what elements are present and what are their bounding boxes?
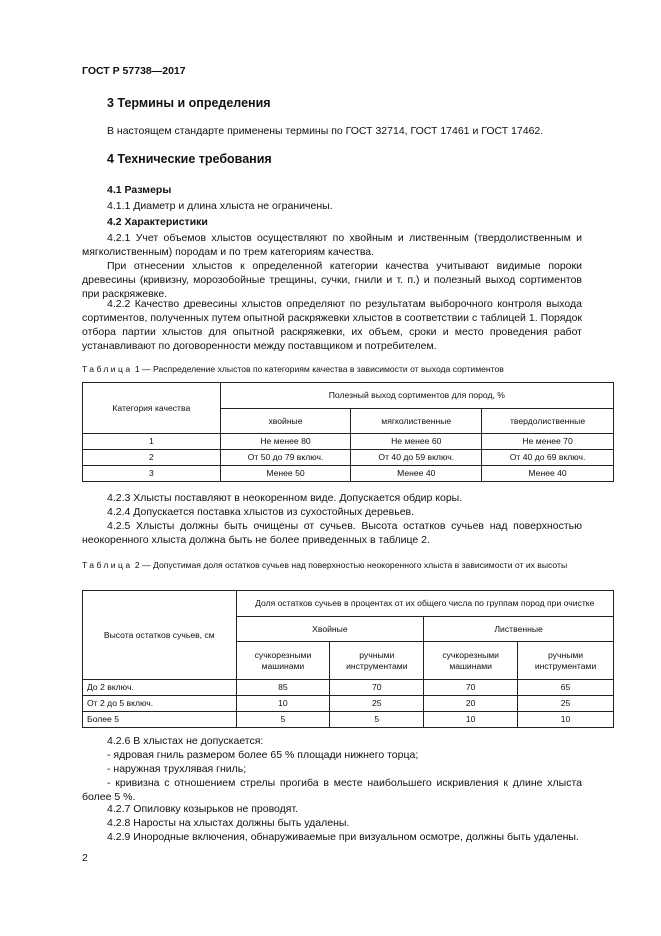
table1-caption-text: 1 — Распределение хлыстов по категориям качества в зависимости от выхода сортиментов xyxy=(134,364,504,374)
table2-sub-manual: ручными инструментами xyxy=(330,642,424,680)
table-cell: Менее 40 xyxy=(351,466,482,482)
table1-header-category: Категория качества xyxy=(83,383,221,434)
table2-caption xyxy=(82,559,612,571)
para-429: 4.2.9 Инородные включения, обнаруживаемые при визуальном осмотре, должны быть удалены. xyxy=(107,831,579,843)
table2-sub-manual: ручными инструментами xyxy=(518,642,614,680)
table-cell: От 40 до 69 включ. xyxy=(482,450,614,466)
table1-label: Таблица xyxy=(82,364,133,374)
table1-col-hardleaf: твердолиственные xyxy=(482,409,614,434)
table-cell: От 50 до 79 включ. xyxy=(220,450,351,466)
table-cell: Не менее 70 xyxy=(482,434,614,450)
table-cell: 20 xyxy=(424,696,518,712)
document-code: ГОСТ Р 57738—2017 xyxy=(82,65,186,77)
table-cell: 5 xyxy=(330,712,424,728)
table2-group-conifer: Хвойные xyxy=(236,617,424,642)
table1-col-softleaf: мягколиственные xyxy=(351,409,482,434)
table1-caption xyxy=(82,363,612,375)
table-cell: Менее 40 xyxy=(482,466,614,482)
table-cell: Не менее 60 xyxy=(351,434,482,450)
table-cell: 70 xyxy=(424,680,518,696)
section-3-text: В настоящем стандарте применены термины по ГОСТ 32714, ГОСТ 17461 и ГОСТ 17462. xyxy=(107,125,544,137)
para-428: 4.2.8 Наросты на хлыстах должны быть удалены. xyxy=(107,817,350,829)
table-cell: 5 xyxy=(236,712,330,728)
table-cell: Менее 50 xyxy=(220,466,351,482)
table-cell: 2 xyxy=(83,450,221,466)
table-cell: 85 xyxy=(236,680,330,696)
section-3-title: 3 Термины и определения xyxy=(107,96,271,110)
table-cell: Не менее 80 xyxy=(220,434,351,450)
table2-group-leaf: Лиственные xyxy=(424,617,614,642)
table-row xyxy=(83,434,614,450)
table-cell: 25 xyxy=(330,696,424,712)
table-cell: 25 xyxy=(518,696,614,712)
para-421b: При отнесении хлыстов к определенной категории качества учитывают видимые пороки древесины (кривизну, морозобойные трещины, сучки, гнили и т. п.) и полезный выход сортиментов при раскряжевке. xyxy=(82,260,582,300)
table1-col-conifer: хвойные xyxy=(220,409,351,434)
table-cell: До 2 включ. xyxy=(83,680,237,696)
para-425: 4.2.5 Хлысты должны быть очищены от сучьев. Высота остатков сучьев над поверхностью неокоренного хлыста должна быть не более приведенных в таблице 2. xyxy=(82,520,582,546)
para-411: 4.1.1 Диаметр и длина хлыста не ограничены. xyxy=(107,200,333,212)
para-424: 4.2.4 Допускается поставка хлыстов из сухостойных деревьев. xyxy=(107,506,415,518)
table-cell: 10 xyxy=(236,696,330,712)
section-42-title: 4.2 Характеристики xyxy=(107,216,208,228)
table-cell: 65 xyxy=(518,680,614,696)
table-cell: 3 xyxy=(83,466,221,482)
para-422: 4.2.2 Качество древесины хлыстов определяют по результатам выборочного контроля выхода сортиментов, полученных путем опытной раскряжевки хлыстов в соответствии с таблицей 1. Порядок отбора партии хлыстов для опытной раскряжевки, их объем, сроки и место проведения работ устанавливают по договоренности между поставщиком и потребителем. xyxy=(82,298,582,352)
table2-caption-text: 2 — Допустимая доля остатков сучьев над поверхностью неокоренного хлыста в зависимости от их высоты xyxy=(134,560,568,570)
list-item: - ядровая гниль размером более 65 % площади нижнего торца; xyxy=(107,749,419,761)
table1-header-yield: Полезный выход сортиментов для пород, % xyxy=(220,383,613,409)
table-cell: 70 xyxy=(330,680,424,696)
table-row xyxy=(83,466,614,482)
section-41-title: 4.1 Размеры xyxy=(107,184,172,196)
para-421: 4.2.1 Учет объемов хлыстов осуществляют по хвойным и лиственным (твердолиственным и мягколиственным) породам и по трем категориям качества. xyxy=(82,232,582,258)
table-row xyxy=(83,680,614,696)
para-427: 4.2.7 Опиловку козырьков не проводят. xyxy=(107,803,299,815)
table-cell: 10 xyxy=(424,712,518,728)
section-4-title: 4 Технические требования xyxy=(107,152,272,166)
para-423: 4.2.3 Хлысты поставляют в неокоренном виде. Допускается обдир коры. xyxy=(107,492,463,504)
table2-label: Таблица xyxy=(82,560,133,570)
table-cell: 10 xyxy=(518,712,614,728)
table2-header-share: Доля остатков сучьев в процентах от их общего числа по группам пород при очистке xyxy=(236,591,614,617)
list-item: - кривизна с отношением стрелы прогиба в месте наибольшего искривления к длине хлыста более 5 %. xyxy=(82,777,582,803)
table-1 xyxy=(82,382,614,482)
table-row xyxy=(83,712,614,728)
page-number: 2 xyxy=(82,852,88,864)
table-cell: От 40 до 59 включ. xyxy=(351,450,482,466)
table-cell: От 2 до 5 включ. xyxy=(83,696,237,712)
table2-sub-machine: сучкорезными машинами xyxy=(424,642,518,680)
table-row xyxy=(83,450,614,466)
table-cell: Более 5 xyxy=(83,712,237,728)
table-2 xyxy=(82,590,614,728)
table2-sub-machine: сучкорезными машинами xyxy=(236,642,330,680)
list-item: - наружная трухлявая гниль; xyxy=(107,763,247,775)
table-row xyxy=(83,696,614,712)
para-426: 4.2.6 В хлыстах не допускается: xyxy=(107,735,264,747)
table2-header-height: Высота остатков сучьев, см xyxy=(83,591,237,680)
table-cell: 1 xyxy=(83,434,221,450)
